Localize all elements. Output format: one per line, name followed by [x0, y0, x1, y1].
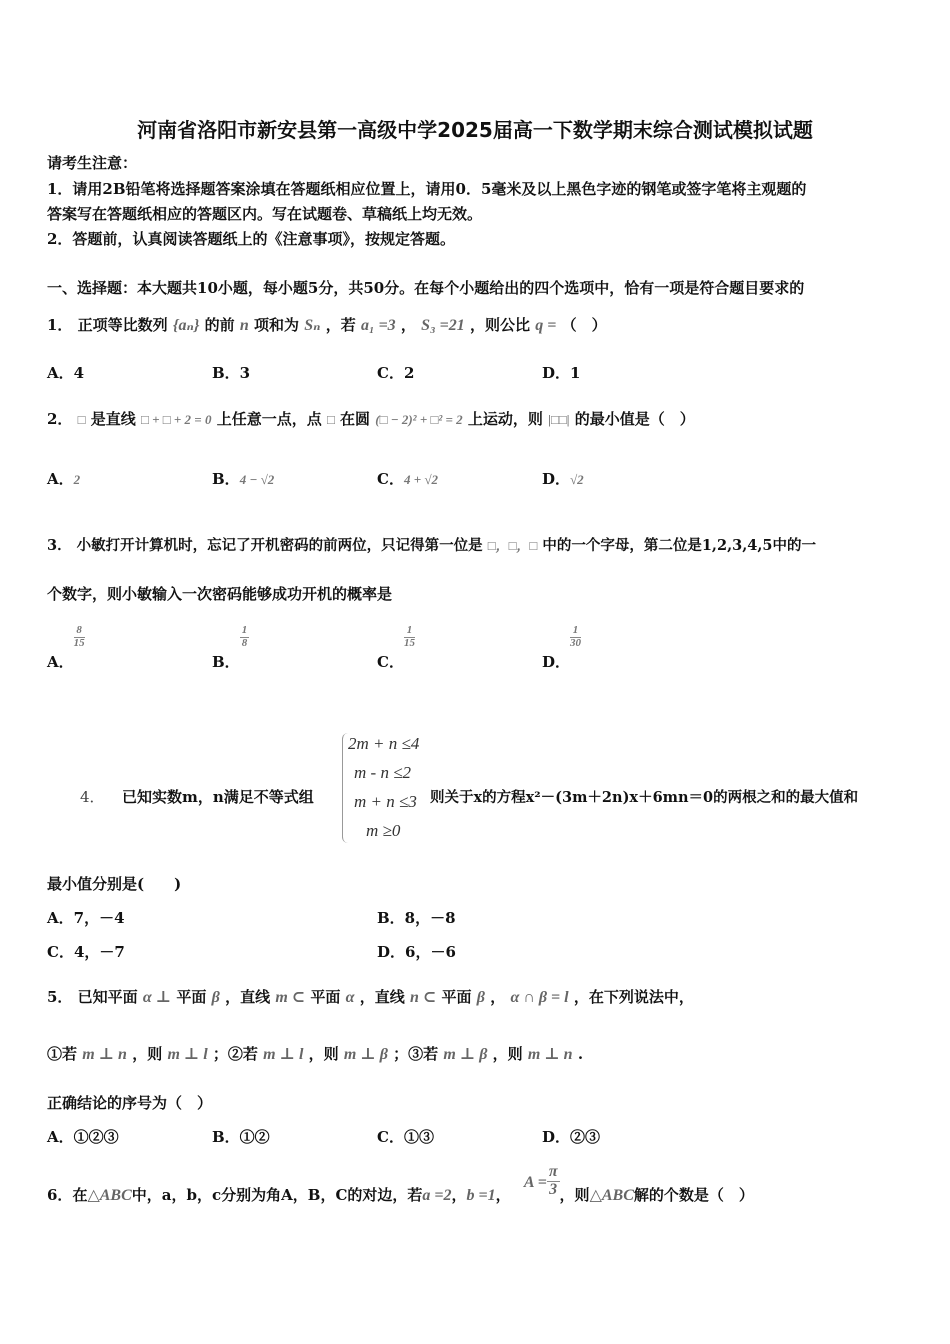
text: 平面: [310, 988, 341, 1006]
formula: α: [345, 989, 355, 1006]
inequality-2: m - n ≤2: [354, 763, 412, 782]
option-label: A．: [47, 470, 74, 488]
formula: q =: [535, 317, 557, 334]
text: ，直线: [225, 988, 271, 1006]
formula: S₃ =21: [421, 317, 465, 334]
text: 正项等比数列: [77, 316, 168, 334]
text: ，则: [492, 1045, 523, 1063]
denominator: 15: [73, 636, 85, 649]
numerator: 1: [241, 624, 248, 636]
option-label: A．: [47, 653, 74, 671]
formula: □: [77, 412, 86, 427]
text: ，: [495, 1186, 511, 1204]
formula: n ⊂: [410, 989, 437, 1006]
fraction: [240, 625, 250, 649]
question-5-line-3: 正确结论的序号为（ ）: [47, 1094, 213, 1112]
option-a: A．7，－4: [47, 909, 125, 927]
option-c: C．2: [377, 364, 415, 382]
text: 中，a，b，c分别为角A，B，C的对边，若: [131, 1186, 423, 1204]
numerator: 1: [404, 625, 415, 638]
inequality-1: 2m + n ≤4: [348, 734, 420, 753]
question-4-text-2: 则关于x的方程x²－(3m＋2n)x＋6mn＝0的两根之和的最大值和: [430, 789, 859, 806]
text: ，: [400, 316, 416, 334]
denominator: 8: [241, 636, 248, 649]
text: 平面: [441, 988, 472, 1006]
formula: m ⊂: [275, 989, 306, 1006]
question-number: 3．: [47, 537, 72, 554]
formula: a =2: [422, 1187, 452, 1204]
formula: 4 + √2: [403, 472, 438, 487]
question-5-statements: [47, 1043, 583, 1064]
formula: b =1: [466, 1187, 496, 1204]
option-a: [47, 625, 85, 672]
formula: m ⊥ n: [527, 1046, 573, 1063]
denominator: 30: [570, 636, 582, 649]
text: ①若: [47, 1045, 78, 1063]
text: .: [577, 1045, 584, 1063]
formula: □: [326, 412, 335, 427]
text: 在圆: [340, 410, 371, 428]
formula: α ⊥: [142, 989, 172, 1006]
text: 的最小值是（ ）: [574, 410, 695, 428]
formula: 4 − √2: [239, 472, 275, 487]
option-label: D．: [542, 653, 571, 671]
numerator: 8: [74, 625, 85, 638]
question-number: 5．: [47, 988, 73, 1006]
option-label: D．: [542, 470, 571, 488]
option-c: C．4，－7: [47, 943, 125, 961]
text: ；③若: [393, 1045, 439, 1063]
option-b: [212, 468, 274, 489]
option-c: [377, 468, 438, 489]
text: ，则: [559, 1186, 590, 1204]
question-4-line-2: 最小值分别是( ): [47, 875, 182, 893]
notice-line-1: 1．请用2B铅笔将选择题答案涂填在答题纸相应位置上，请用0．5毫米及以上黑色字迹的钢笔或签字笔将主观题的: [47, 180, 807, 198]
formula: n: [239, 317, 249, 334]
formula: m ⊥ l: [263, 1046, 304, 1063]
formula: |□□|: [548, 412, 570, 427]
formula: Sₙ: [304, 317, 321, 334]
option-d: D．1: [542, 364, 581, 382]
formula: (□ − 2)² + □² = 2: [375, 412, 463, 427]
question-1: [47, 314, 607, 335]
text: 中的一个字母，第二位是1,2,3,4,5中的一: [542, 537, 816, 554]
notice-line-2: 答案写在答题纸相应的答题区内。写在试题卷、草稿纸上均无效。: [47, 205, 483, 223]
formula: △ABC: [589, 1187, 634, 1204]
text: ，若: [325, 316, 356, 334]
formula: m ⊥ β: [343, 1046, 388, 1063]
option-d: D．②③: [542, 1128, 601, 1146]
formula: m ⊥ β: [443, 1046, 488, 1063]
question-6: [47, 1164, 754, 1208]
text: 的前: [204, 316, 235, 334]
denominator: 15: [403, 636, 415, 649]
question-2: [47, 408, 695, 429]
fraction: [547, 1164, 560, 1199]
formula: □，□，□: [487, 538, 538, 553]
formula: √2: [570, 472, 584, 487]
formula: m ⊥ n: [82, 1046, 127, 1063]
fraction: [404, 625, 415, 649]
option-d: [542, 468, 584, 489]
text: 小敏打开计算机时，忘记了开机密码的前两位，只记得第一位是: [76, 537, 483, 554]
option-a: [47, 468, 80, 489]
option-a: A．4: [47, 364, 85, 382]
text: （ ）: [561, 316, 607, 334]
notice-line-3: 2．答题前，认真阅读答题纸上的《注意事项》，按规定答题。: [47, 230, 455, 248]
question-number: 4．: [80, 788, 105, 806]
fraction: [570, 625, 581, 649]
text: ，直线: [359, 988, 405, 1006]
formula: {aₙ}: [172, 317, 200, 334]
option-b: B．3: [212, 364, 251, 382]
question-4-text-1: 已知实数m，n满足不等式组: [122, 788, 314, 806]
denominator: 3: [549, 1180, 558, 1198]
formula: 2: [73, 472, 81, 487]
inequality-4: m ≥0: [366, 821, 401, 840]
option-label: B．: [212, 470, 240, 488]
option-label: C．: [377, 470, 404, 488]
formula: A =: [523, 1174, 547, 1191]
question-5: [47, 986, 694, 1007]
option-b: [212, 625, 249, 672]
text: ，则公比: [470, 316, 531, 334]
text: 上运动，则: [467, 410, 543, 428]
question-number: 1．: [47, 316, 73, 334]
text: ，则: [308, 1045, 339, 1063]
formula: β: [476, 989, 485, 1006]
formula: α ∩ β = l: [510, 989, 569, 1006]
fraction: [74, 625, 85, 649]
formula: m ⊥ l: [167, 1046, 208, 1063]
text: ，: [490, 988, 506, 1006]
formula: △ABC: [87, 1187, 132, 1204]
option-d: [542, 625, 581, 672]
option-label: C．: [377, 653, 404, 671]
notice-heading: 请考生注意：: [47, 154, 138, 172]
page-title: 河南省洛阳市新安县第一高级中学2025届高一下数学期末综合测试模拟试题: [137, 118, 813, 142]
option-c: C．①③: [377, 1128, 434, 1146]
text: 平面: [176, 988, 207, 1006]
option-d: D．6，－6: [377, 943, 456, 961]
option-c: [377, 625, 415, 672]
formula: β: [211, 989, 220, 1006]
text: 是直线: [90, 410, 136, 428]
formula: □ + □ + 2 = 0: [141, 412, 212, 427]
text: 解的个数是（ ）: [633, 1186, 754, 1204]
option-b: B．8，－8: [377, 909, 456, 927]
formula: a₁ =3: [360, 317, 396, 334]
text: 已知平面: [77, 988, 138, 1006]
question-number: 6．: [47, 1186, 73, 1204]
question-3: [47, 534, 816, 555]
text: ，: [451, 1186, 467, 1204]
inequality-3: m + n ≤3: [354, 792, 417, 811]
section-heading: 一、选择题：本大题共10小题，每小题5分，共50分。在每个小题给出的四个选项中，恰有一项是符合题目要求的: [47, 279, 805, 297]
text: ；②若: [212, 1045, 258, 1063]
text: ，则: [132, 1045, 163, 1063]
numerator: π: [548, 1163, 558, 1180]
text: 上任意一点，点: [216, 410, 322, 428]
text: 项和为: [254, 316, 300, 334]
text: 在: [72, 1186, 88, 1204]
question-number: 2．: [47, 410, 73, 428]
numerator: 1: [570, 625, 581, 638]
question-3-line-2: 个数字，则小敏输入一次密码能够成功开机的概率是: [47, 585, 393, 603]
option-b: B．①②: [212, 1128, 270, 1146]
option-label: B．: [212, 653, 240, 671]
text: ，在下列说法中，: [573, 988, 694, 1006]
option-a: A．①②③: [47, 1128, 119, 1146]
